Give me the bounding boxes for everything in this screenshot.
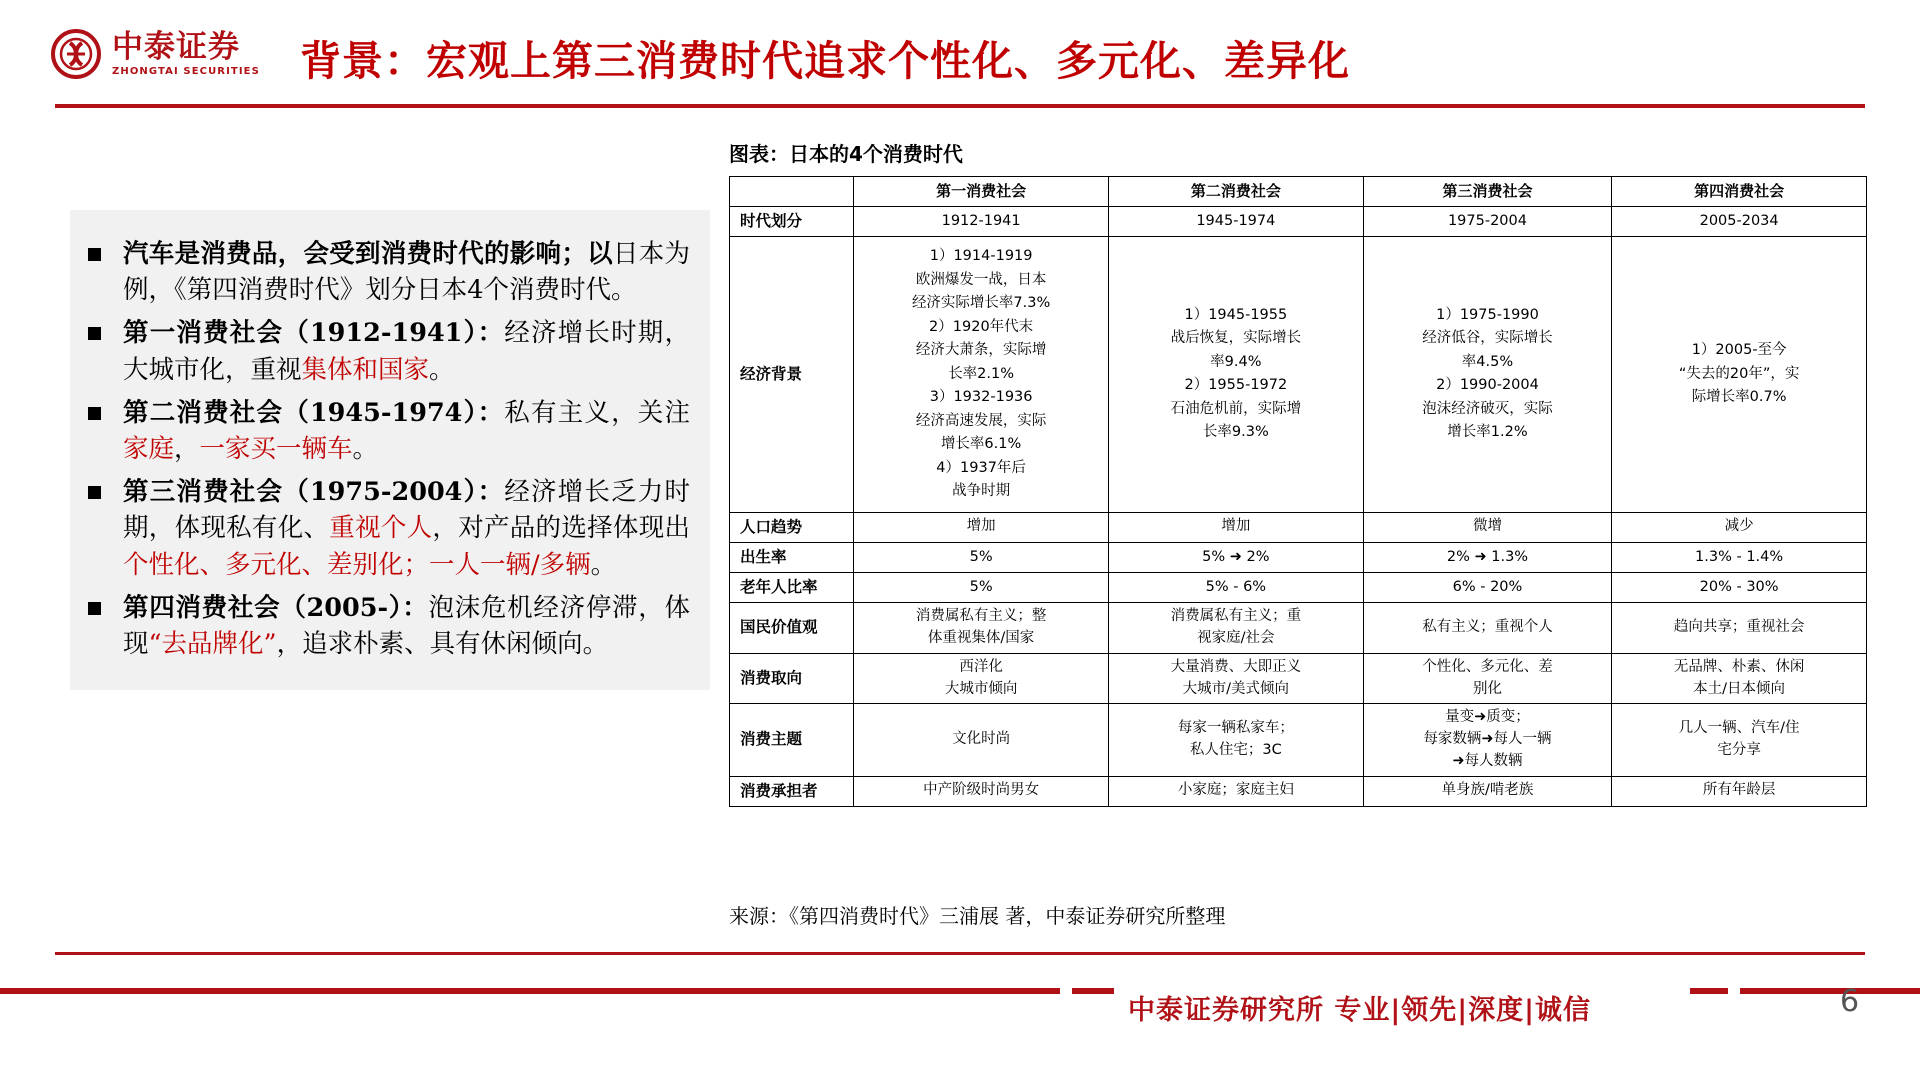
table-cell: 1945-1974 (1108, 207, 1363, 237)
table-cell: 5% (854, 542, 1109, 572)
source-note: 来源：《第四消费时代》三浦展 著，中泰证券研究所整理 (729, 904, 1226, 928)
bullet-segment: 。 (590, 549, 617, 580)
table-cell: 小家庭；家庭主妇 (1108, 776, 1363, 806)
bullet-item (88, 315, 690, 387)
bullet-segment: 。 (429, 354, 455, 385)
table-cell: 量变➜质变； 每家数辆➜每人一辆 ➜每人数辆 (1363, 704, 1612, 776)
bullet-segment: “去品牌化” (148, 629, 277, 660)
chart-caption: 图表：日本的4个消费时代 (729, 142, 963, 166)
table-cell: 1975-2004 (1363, 207, 1612, 237)
table-col-header: 第四消费社会 (1612, 177, 1867, 207)
footer-slogan: 中泰证券研究所 专业|领先|深度|诚信 (1128, 995, 1591, 1026)
table-cell: 5% - 6% (1108, 573, 1363, 603)
bullet-square-icon (88, 248, 101, 261)
table-cell: 个性化、多元化、差 别化 (1363, 653, 1612, 704)
bullet-segment: 泡沫危机经济停滞，体现 (123, 592, 690, 660)
table-row (730, 603, 1867, 654)
table-cell: 趋向共享；重视社会 (1612, 603, 1867, 654)
bullet-item (88, 474, 690, 583)
footer-rule-left (0, 988, 1060, 994)
table-col-header: 第三消费社会 (1363, 177, 1612, 207)
footer-divider (55, 952, 1865, 955)
logo-name-cn: 中泰证券 (112, 28, 240, 65)
footer-dash-right (1690, 988, 1728, 994)
table-cell: 6% - 20% (1363, 573, 1612, 603)
table-cell: 消费属私有主义；重 视家庭/社会 (1108, 603, 1363, 654)
table-row-header: 时代划分 (730, 207, 854, 237)
bullet-segment: 第三消费社会（1975-2004）： (123, 477, 505, 508)
table-col-header: 第一消费社会 (854, 177, 1109, 207)
bullet-segment: 。 (352, 434, 379, 465)
bullet-item (88, 590, 690, 662)
bullet-segment: ，对产品的选择体现出 (432, 513, 690, 544)
bullet-square-icon (88, 407, 101, 420)
table-cell: 2% ➜ 1.3% (1363, 542, 1612, 572)
bullet-segment: 经济增长时期，大城市化，重视 (123, 318, 690, 385)
bullet-text (123, 315, 690, 387)
table-cell: 消费属私有主义；整 体重视集体/国家 (854, 603, 1109, 654)
table-cell: 无品牌、朴素、休闲 本土/日本倾向 (1612, 653, 1867, 704)
table-cell: 增加 (1108, 512, 1363, 542)
bullet-segment: 一家买一辆车 (199, 434, 353, 465)
table-cell: 5% ➜ 2% (1108, 542, 1363, 572)
table-row-header: 国民价值观 (730, 603, 854, 654)
consumption-eras-table (729, 176, 1867, 807)
table-cell: 几人一辆、汽车/住 宅分享 (1612, 704, 1867, 776)
bullet-square-icon (88, 327, 101, 340)
bullet-segment: 第四消费社会（2005-）： (123, 592, 429, 623)
bullet-segment: 私有主义，关注 (504, 397, 690, 428)
header-divider (55, 104, 1865, 108)
table-cell: 西洋化 大城市倾向 (854, 653, 1109, 704)
table-cell: 1）1975-1990 经济低谷，实际增长 率4.5% 2）1990-2004 泡沫经济破灭，实际 增长率1.2% (1363, 237, 1612, 512)
logo-name-en: ZHONGTAI SECURITIES (112, 65, 260, 77)
table-cell: 单身族/啃老族 (1363, 776, 1612, 806)
table-cell: 所有年龄层 (1612, 776, 1867, 806)
bullet-segment: 经济增长乏力时期，体现私有化、 (123, 477, 690, 544)
table-cell: 1）1914-1919 欧洲爆发一战，日本 经济实际增长率7.3% 2）1920年代末 经济大萧条，实际增 长率2.1% 3）1932-1936 经济高速发展，实际 增长率6.1% 4）1937年后 战争时期 (854, 237, 1109, 512)
table-corner-cell (730, 177, 854, 207)
bullet-item (88, 236, 690, 308)
table-row-header: 老年人比率 (730, 573, 854, 603)
table-header-row (730, 177, 1867, 207)
slide-footer (0, 952, 1920, 1080)
table-cell: 1）1945-1955 战后恢复，实际增长 率9.4% 2）1955-1972 石油危机前，实际增 长率9.3% (1108, 237, 1363, 512)
table-col-header: 第二消费社会 (1108, 177, 1363, 207)
bullet-segment: 家庭 (123, 434, 175, 465)
bullet-segment: ， (174, 434, 200, 465)
table-row-header: 出生率 (730, 542, 854, 572)
table-cell: 增加 (854, 512, 1109, 542)
logo-circle-icon (50, 28, 102, 80)
table-cell: 微增 (1363, 512, 1612, 542)
bullet-square-icon (88, 602, 101, 615)
bullet-square-icon (88, 486, 101, 499)
bullet-text (123, 590, 690, 662)
table-row-header: 消费主题 (730, 704, 854, 776)
table-cell: 每家一辆私家车； 私人住宅；3C (1108, 704, 1363, 776)
table-row (730, 207, 1867, 237)
table-cell: 文化时尚 (854, 704, 1109, 776)
table-row (730, 776, 1867, 806)
table-row (730, 512, 1867, 542)
slide-header (0, 0, 1920, 120)
bullet-segment: 汽车是消费品，会受到消费时代的影响；以 (123, 239, 613, 269)
bullet-segment: 第一消费社会（1912-1941）： (123, 318, 505, 349)
bullet-segment: 个性化、多元化、差别化；一人一辆/多辆 (123, 549, 591, 580)
table-cell: 私有主义；重视个人 (1363, 603, 1612, 654)
table-cell: 20% - 30% (1612, 573, 1867, 603)
bullet-text (123, 236, 690, 308)
table-row-header: 消费承担者 (730, 776, 854, 806)
footer-rule-right (1740, 988, 1920, 994)
bullet-segment: ，追求朴素、具有休闲倾向。 (276, 629, 609, 660)
footer-bar (0, 974, 1920, 1026)
table-row (730, 237, 1867, 512)
table-cell: 大量消费、大即正义 大城市/美式倾向 (1108, 653, 1363, 704)
table-cell: 5% (854, 573, 1109, 603)
footer-dash-left (1072, 988, 1114, 994)
bullet-segment: 集体和国家 (301, 354, 430, 385)
table-cell: 1912-1941 (854, 207, 1109, 237)
table-cell: 中产阶级时尚男女 (854, 776, 1109, 806)
bullet-segment: 日本为例，《第四消费时代》划分日本4个消费时代。 (123, 239, 690, 306)
table-cell: 减少 (1612, 512, 1867, 542)
bullet-segment: 第二消费社会（1945-1974）： (123, 397, 505, 428)
table-cell: 2005-2034 (1612, 207, 1867, 237)
table-row (730, 573, 1867, 603)
table-cell: 1.3% - 1.4% (1612, 542, 1867, 572)
page-number: 6 (1840, 984, 1860, 1019)
table-row (730, 542, 1867, 572)
page-title: 背景：宏观上第三消费时代追求个性化、多元化、差异化 (300, 37, 1350, 85)
table-row-header: 消费取向 (730, 653, 854, 704)
table-row-header: 人口趋势 (730, 512, 854, 542)
bullet-item (88, 395, 690, 467)
table-row (730, 653, 1867, 704)
bullet-text (123, 395, 690, 467)
bullet-segment: 重视个人 (329, 513, 433, 544)
table-row (730, 704, 1867, 776)
table-row-header: 经济背景 (730, 237, 854, 512)
table-cell: 1）2005-至今 “失去的20年”，实 际增长率0.7% (1612, 237, 1867, 512)
company-logo (50, 28, 260, 80)
bullet-panel (70, 210, 710, 690)
bullet-text (123, 474, 690, 583)
